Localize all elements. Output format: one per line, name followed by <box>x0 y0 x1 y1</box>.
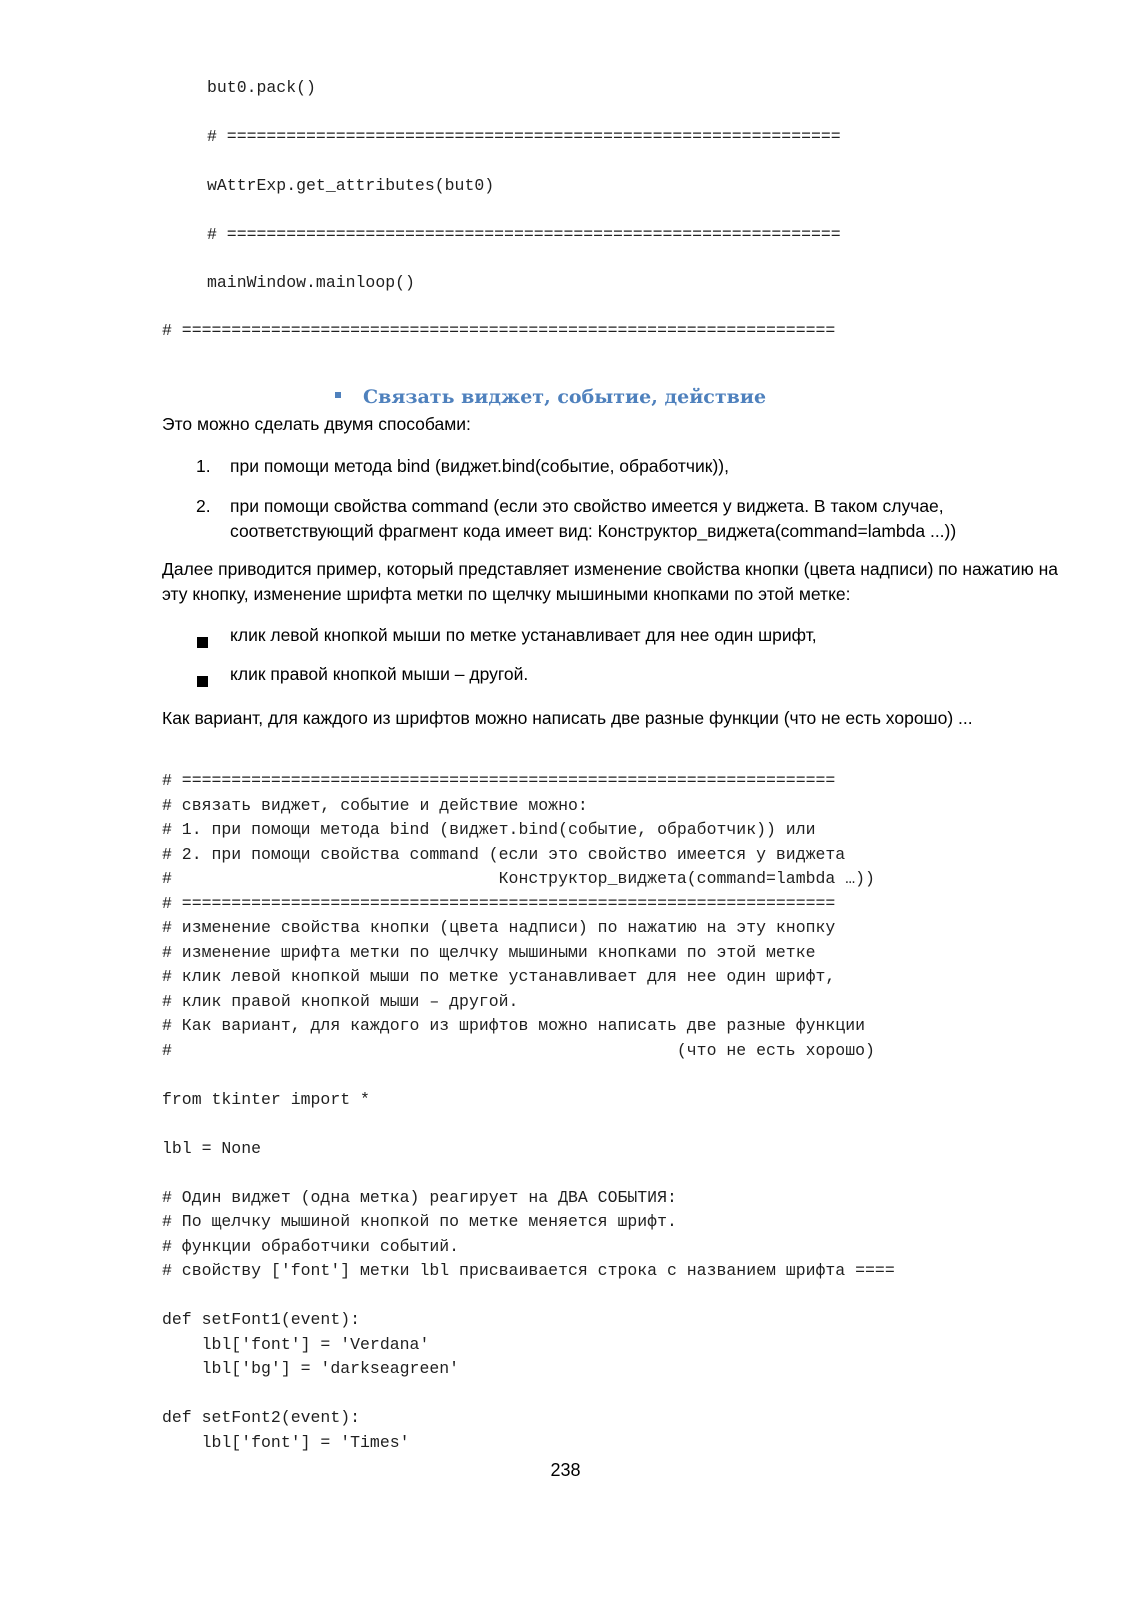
closing-text: Как вариант, для каждого из шрифтов можно написать две разные функции (что не есть хорошо) ... <box>162 708 973 728</box>
bullet-text: клик левой кнопкой мыши по метке устанавливает для нее один шрифт, <box>230 625 817 645</box>
square-bullet-icon <box>335 392 341 398</box>
code-listing: # ================================================================== # связать виджет, событие и действие можно: # 1. при помощи метода bind (виджет.bind(событие, обработчик)) или # 2. при помощи свойства command (если это свойство имеется у виджета # Конструктор_виджета(command=lambda …)) # ================================================================== # изменение свойства кнопки (цвета надписи) по нажатию на эту кнопку # изменение шрифта метки по щелчку мышиными кнопками по этой метке # клик левой кнопкой мыши по метке устанавливает для нее один шрифт, # клик правой кнопкой мыши – другой. # Как вариант, для каждого из шрифтов можно написать две разные функции # (что не есть хорошо) from tkinter import * lbl = None # Один виджет (одна метка) реагирует на ДВА СОБЫТИЯ: # По щелчку мышиной кнопкой по метке меняется шрифт. # функции обработчики событий. # свойству ['font'] метки lbl присваивается строка с названием шрифта ==== def setFont1(event): lbl['font'] = 'Verdana' lbl['bg'] = 'darkseagreen' def setFont2(event): lbl['font'] = 'Times' <box>162 771 895 1452</box>
section-heading <box>335 386 766 408</box>
square-bullet-icon <box>197 676 208 687</box>
code-line-mainloop: mainWindow.mainloop() <box>207 273 415 292</box>
section-heading-text: Связать виджет, событие, действие <box>363 386 767 408</box>
list-number: 2. <box>196 496 211 516</box>
intro-text: Это можно сделать двумя способами: <box>162 414 471 434</box>
code-line-get-attributes: wAttrExp.get_attributes(but0) <box>207 176 495 195</box>
code-line-pack: but0.pack() <box>207 78 316 97</box>
code-line-separator: # ============================================================== <box>207 127 841 146</box>
code-line-separator: # ================================================================== <box>162 321 836 340</box>
code-line-separator: # ============================================================== <box>207 225 841 244</box>
list-text: при помощи свойства command (если это свойство имеется у виджета. В таком случае, соответствующий фрагмент кода имеет вид: Конструктор_виджета(command=lambda ...)) <box>230 496 957 541</box>
list-text: при помощи метода bind (виджет.bind(событие, обработчик)), <box>230 456 729 476</box>
paragraph: Далее приводится пример, который представляет изменение свойства кнопки (цвета надписи) по нажатию на эту кнопку, изменение шрифта метки по щелчку мышиными кнопками по этой метке: <box>162 559 1058 604</box>
square-bullet-icon <box>197 637 208 648</box>
bullet-text: клик правой кнопкой мыши – другой. <box>230 664 529 684</box>
page-number: 238 <box>550 1460 581 1480</box>
list-number: 1. <box>196 456 211 476</box>
